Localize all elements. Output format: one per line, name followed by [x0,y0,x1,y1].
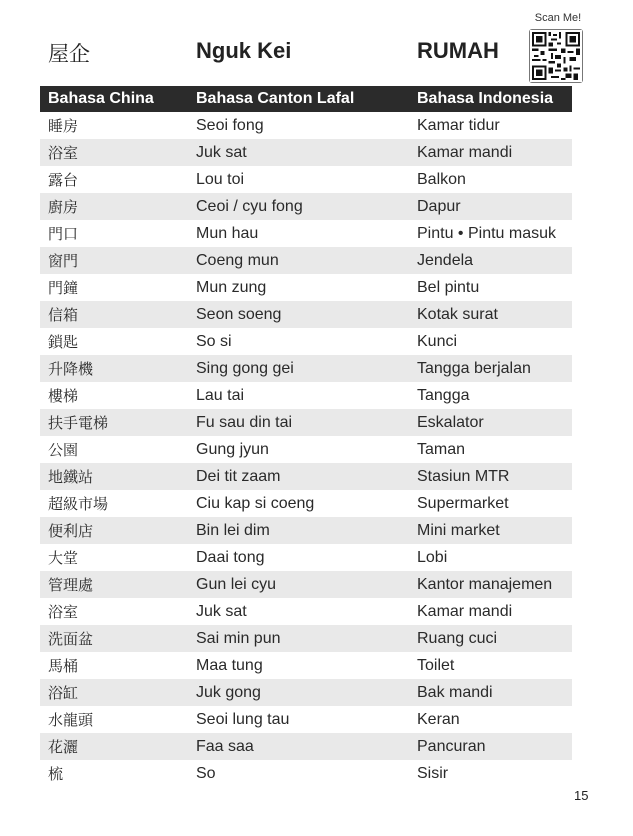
table-row [40,220,572,247]
cell-cantonese: Sing gong gei [196,359,294,377]
cell-cantonese: Gun lei cyu [196,575,277,593]
cell-chinese: 信箱 [48,306,79,324]
cell-cantonese: Ciu kap si coeng [196,494,315,512]
cell-indonesian: Jendela [417,251,474,269]
cell-indonesian: Lobi [417,548,448,566]
cell-cantonese: Coeng mun [196,251,279,269]
cell-indonesian: Bak mandi [417,683,493,701]
cell-chinese: 便利店 [48,522,94,540]
table-row [40,382,572,409]
cell-cantonese: Bin lei dim [196,521,270,539]
cell-indonesian: Kunci [417,332,458,350]
title-cantonese: Nguk Kei [196,38,292,63]
cell-chinese: 馬桶 [48,657,79,675]
cell-chinese: 扶手電梯 [48,414,109,432]
table-row [40,679,572,706]
cell-indonesian: Pintu • Pintu masuk [417,224,556,242]
scan-me-label: Scan Me! [534,12,582,24]
column-header-chinese: Bahasa China [48,90,154,107]
cell-indonesian: Taman [417,440,466,458]
cell-indonesian: Tangga [417,386,470,404]
table-row [40,247,572,274]
table-row [40,490,572,517]
table-row [40,652,572,679]
cell-cantonese: Mun hau [196,224,259,242]
cell-indonesian: Bel pintu [417,278,480,296]
table-row [40,355,572,382]
table-row [40,193,572,220]
table-row [40,733,572,760]
table-header [40,86,572,112]
cell-indonesian: Kamar mandi [417,602,513,620]
title-indonesian: RUMAH [417,38,499,63]
cell-chinese: 梳 [48,765,64,783]
cell-chinese: 升降機 [48,360,94,378]
cell-indonesian: Eskalator [417,413,484,431]
cell-cantonese: Seoi fong [196,116,264,134]
table-row [40,112,572,139]
cell-cantonese: Faa saa [196,737,254,755]
table-row [40,409,572,436]
table-row [40,517,572,544]
cell-indonesian: Mini market [417,521,500,539]
table-row [40,463,572,490]
cell-chinese: 地鐵站 [48,468,94,486]
cell-cantonese: Juk sat [196,143,247,161]
cell-cantonese: Lau tai [196,386,245,404]
cell-chinese: 露台 [48,171,79,189]
cell-indonesian: Kotak surat [417,305,498,323]
table-row [40,760,572,787]
cell-cantonese: Ceoi / cyu fong [196,197,303,215]
cell-cantonese: Seoi lung tau [196,710,290,728]
table-row [40,544,572,571]
title-chinese: 屋企 [48,42,90,66]
cell-cantonese: Mun zung [196,278,267,296]
table-row [40,706,572,733]
qr-code-icon [530,30,582,82]
cell-indonesian: Tangga berjalan [417,359,531,377]
cell-chinese: 鎖匙 [48,333,79,351]
cell-chinese: 管理處 [48,576,94,594]
cell-chinese: 花灑 [48,738,79,756]
cell-chinese: 大堂 [48,549,79,567]
cell-chinese: 洗面盆 [48,630,94,648]
cell-chinese: 水龍頭 [48,711,94,729]
cell-indonesian: Keran [417,710,460,728]
cell-cantonese: Seon soeng [196,305,282,323]
cell-cantonese: Maa tung [196,656,263,674]
vocabulary-table [40,86,572,787]
cell-chinese: 浴室 [48,603,79,621]
cell-chinese: 樓梯 [48,387,79,405]
cell-cantonese: Sai min pun [196,629,281,647]
cell-cantonese: Juk sat [196,602,247,620]
table-row [40,139,572,166]
cell-chinese: 超級市場 [48,495,109,513]
cell-indonesian: Kamar mandi [417,143,513,161]
table-row [40,598,572,625]
cell-chinese: 窗門 [48,252,79,270]
cell-cantonese: Fu sau din tai [196,413,293,431]
cell-cantonese: So si [196,332,232,350]
table-row [40,571,572,598]
cell-cantonese: Juk gong [196,683,261,701]
cell-chinese: 公園 [48,441,79,459]
cell-chinese: 廚房 [48,198,79,216]
cell-chinese: 睡房 [48,117,79,135]
cell-indonesian: Stasiun MTR [417,467,510,485]
cell-indonesian: Ruang cuci [417,629,498,647]
cell-chinese: 浴缸 [48,684,79,702]
cell-cantonese: Lou toi [196,170,245,188]
cell-indonesian: Kamar tidur [417,116,500,134]
column-header-cantonese: Bahasa Canton Lafal [196,90,355,107]
cell-indonesian: Pancuran [417,737,486,755]
qr-code[interactable] [529,29,583,83]
cell-indonesian: Sisir [417,764,449,782]
table-row [40,166,572,193]
cell-indonesian: Dapur [417,197,461,215]
table-row [40,328,572,355]
table-row [40,301,572,328]
table-row [40,625,572,652]
cell-cantonese: Gung jyun [196,440,269,458]
column-header-indonesian: Bahasa Indonesia [417,90,554,107]
cell-cantonese: Dei tit zaam [196,467,281,485]
cell-chinese: 門口 [48,225,79,243]
table-row [40,274,572,301]
cell-indonesian: Toilet [417,656,455,674]
cell-chinese: 浴室 [48,144,79,162]
cell-indonesian: Kantor manajemen [417,575,553,593]
cell-chinese: 門鐘 [48,279,79,297]
cell-indonesian: Balkon [417,170,466,188]
table-row [40,436,572,463]
cell-cantonese: Daai tong [196,548,265,566]
page-number: 15 [574,788,589,803]
cell-indonesian: Supermarket [417,494,509,512]
cell-cantonese: So [196,764,216,782]
